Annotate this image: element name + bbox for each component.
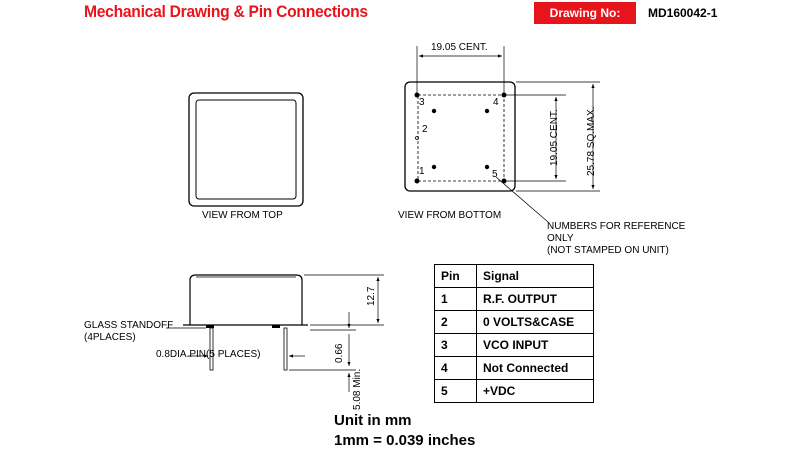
pin-header: Pin — [435, 265, 477, 288]
pin-cell: 5 — [435, 380, 477, 403]
reference-note-line-3: (NOT STAMPED ON UNIT) — [547, 245, 669, 256]
pin-cell: 1 — [435, 288, 477, 311]
dim-top-label: 19.05 CENT. — [431, 42, 488, 53]
table-row — [435, 334, 594, 357]
mount-dot — [485, 165, 489, 169]
table-header-row — [435, 265, 594, 288]
glass-standoff-line-2: (4PLACES) — [84, 332, 136, 343]
pin-cell: 3 — [435, 334, 477, 357]
pin-dia-label: 0.8DIA.PIN(5 PLACES) — [156, 349, 261, 360]
mount-dot — [432, 109, 436, 113]
signal-cell: Not Connected — [477, 357, 594, 380]
table-row — [435, 311, 594, 334]
mount-dot — [485, 109, 489, 113]
reference-note-line-1: NUMBERS FOR REFERENCE — [547, 221, 686, 232]
signal-cell: VCO INPUT — [477, 334, 594, 357]
unit-line-1: Unit in mm — [334, 412, 412, 429]
table-row — [435, 380, 594, 403]
height-dim-label: 12.7 — [366, 286, 377, 306]
signal-cell: +VDC — [477, 380, 594, 403]
pin-number-5: 5 — [492, 169, 498, 180]
drawing-number-value: MD160042-1 — [648, 6, 718, 20]
table-row — [435, 357, 594, 380]
pin-gap-label: 0.66 — [334, 343, 345, 363]
unit-line-2: 1mm = 0.039 inches — [334, 432, 476, 449]
signal-cell: 0 VOLTS&CASE — [477, 311, 594, 334]
mount-dot — [432, 165, 436, 169]
table-row — [435, 288, 594, 311]
dim-side-outer-label: 25.78 SQ.MAX. — [586, 106, 597, 176]
pin-4-dot — [502, 93, 507, 98]
top-view — [189, 93, 303, 206]
signal-header: Signal — [477, 265, 594, 288]
bottom-view — [405, 46, 600, 222]
pin-number-4: 4 — [493, 97, 499, 108]
bottom-view-caption: VIEW FROM BOTTOM — [398, 210, 502, 221]
drawing-title: Mechanical Drawing & Pin Connections — [84, 2, 368, 21]
reference-note-line-2: ONLY — [547, 233, 574, 244]
pin-cell: 2 — [435, 311, 477, 334]
dim-side-inner-label: 19.05 CENT. — [549, 109, 560, 166]
pin-number-3: 3 — [419, 97, 425, 108]
pin-signal-table — [434, 264, 594, 403]
pin-length-label: 5.08 Min. — [352, 368, 363, 410]
signal-cell: R.F. OUTPUT — [477, 288, 594, 311]
drawing-number-label: Drawing No: — [534, 2, 636, 24]
pin-cell: 4 — [435, 357, 477, 380]
glass-standoff-line-1: GLASS STANDOFF — [84, 320, 174, 331]
pin-number-1: 1 — [419, 166, 425, 177]
top-view-caption: VIEW FROM TOP — [202, 210, 283, 221]
pin-1-dot — [415, 179, 420, 184]
pin-number-2: 2 — [422, 124, 428, 135]
unit-note — [334, 411, 475, 451]
